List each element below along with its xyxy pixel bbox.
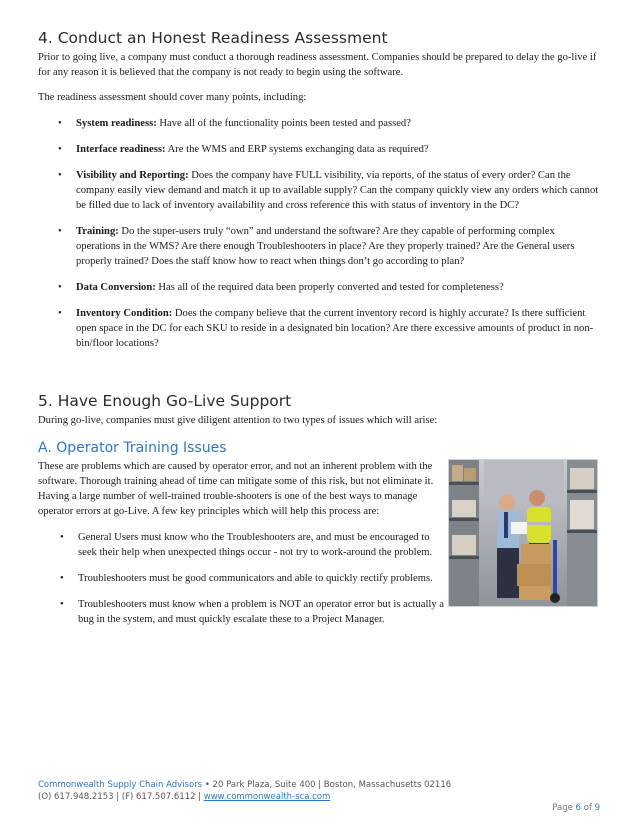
list-item (38, 142, 600, 157)
bullet-icon: • (60, 573, 64, 584)
section-5-heading: 5. Have Enough Go-Live Support (38, 392, 292, 410)
bullet-icon: • (60, 599, 64, 610)
item-text: Troubleshooters must be good communicators and able to quickly rectify problems. (78, 573, 433, 584)
bullet-icon: • (60, 532, 64, 543)
subsection-a-heading: A. Operator Training Issues (38, 440, 227, 456)
list-item (38, 530, 448, 560)
section-5 (38, 391, 600, 627)
list-item (38, 116, 600, 131)
bullet-icon: • (58, 170, 62, 181)
list-item (38, 280, 600, 295)
list-item (38, 306, 600, 351)
item-text: General Users must know who the Troubleshooters are, and must be encouraged to seek their help when unexpected things occur - not try to work-around the problem. (78, 532, 433, 558)
item-term: System readiness: (76, 118, 157, 129)
section-4-heading: 4. Conduct an Honest Readiness Assessment (38, 29, 388, 47)
bullet-icon: • (58, 226, 62, 237)
section-4-lead: The readiness assessment should cover many points, including: (38, 92, 307, 103)
list-item (38, 571, 448, 586)
bullet-icon: • (58, 144, 62, 155)
warehouse-workers-photo (448, 459, 598, 607)
item-term: Inventory Condition: (76, 308, 173, 319)
principles-list (38, 530, 448, 627)
item-text: Troubleshooters must know when a problem is NOT an operator error but is actually a bug in the system, and must quickly escalate these to a Project Manager. (78, 599, 445, 625)
bullet-icon: • (58, 282, 62, 293)
item-term: Visibility and Reporting: (76, 170, 189, 181)
page-current: 6 (575, 803, 581, 813)
page-total: 9 (594, 803, 600, 813)
footer-contact-line (38, 791, 600, 803)
document-page (38, 28, 600, 627)
footer-company-line (38, 779, 600, 791)
item-text: Have all of the functionality points been tested and passed? (156, 118, 411, 129)
list-item (38, 597, 448, 627)
footer-separator: • (202, 780, 213, 790)
page-number (552, 803, 600, 813)
list-item (38, 224, 600, 269)
page-footer (38, 779, 600, 813)
page-of: of (580, 803, 595, 813)
footer-address: 20 Park Plaza, Suite 400 | Boston, Massachusetts 02116 (212, 780, 452, 790)
readiness-list (38, 116, 600, 351)
footer-website-link[interactable]: www.commonwealth-sca.com (203, 792, 331, 802)
warehouse-photo-illustration (449, 460, 597, 606)
item-term: Data Conversion: (76, 282, 156, 293)
section-5-intro: During go-live, companies must give diligent attention to two types of issues which will arise: (38, 415, 438, 426)
section-4-intro: Prior to going live, a company must conduct a thorough readiness assessment. Companies should be prepared to delay the go-live if for any reason it is believed that the company is not ready to begin using the software. (38, 52, 597, 78)
item-text: Does the company believe that the current inventory record is highly accurate? Is there sufficient open space in the DC for each SKU to reside in a designated bin location? Are there excessive amounts of product in non-bin/floor locations? (76, 308, 594, 349)
subsection-a-body (38, 459, 600, 627)
item-text: Do the super-users truly “own” and understand the software? Are they capable of performing complex operations in the WMS? Are there enough Troubleshooters in place? Are they properly trained? Are the General users properly trained? Does the staff know how to react when things don’t go according to plan? (76, 226, 575, 267)
item-term: Training: (76, 226, 119, 237)
footer-phones: (O) 617.948.2153 | (F) 617.507.6112 | (38, 792, 204, 802)
list-item (38, 168, 600, 213)
item-text: Does the company have FULL visibility, via reports, of the status of every order? Can the company easily view demand and match it up to available supply? Can the company quickly view any orders which cannot be filled due to lack of inventory availability and cross reference this with status of inventory in the DC? (76, 170, 599, 211)
footer-company: Commonwealth Supply Chain Advisors (38, 780, 203, 790)
bullet-icon: • (58, 118, 62, 129)
item-text: Has all of the required data been properly converted and tested for completeness? (155, 282, 504, 293)
bullet-icon: • (58, 308, 62, 319)
item-term: Interface readiness: (76, 144, 166, 155)
item-text: Are the WMS and ERP systems exchanging data as required? (165, 144, 429, 155)
page-prefix: Page (552, 803, 576, 813)
subsection-a-intro: These are problems which are caused by operator error, and not an inherent problem with the software. Thorough training ahead of time can mitigate some of this risk, but not eliminate it. Having a large number of well-trained trouble-shooters is one of the best ways to manage operator errors at go-Live. A few key principles which will help this process are: (38, 461, 434, 517)
